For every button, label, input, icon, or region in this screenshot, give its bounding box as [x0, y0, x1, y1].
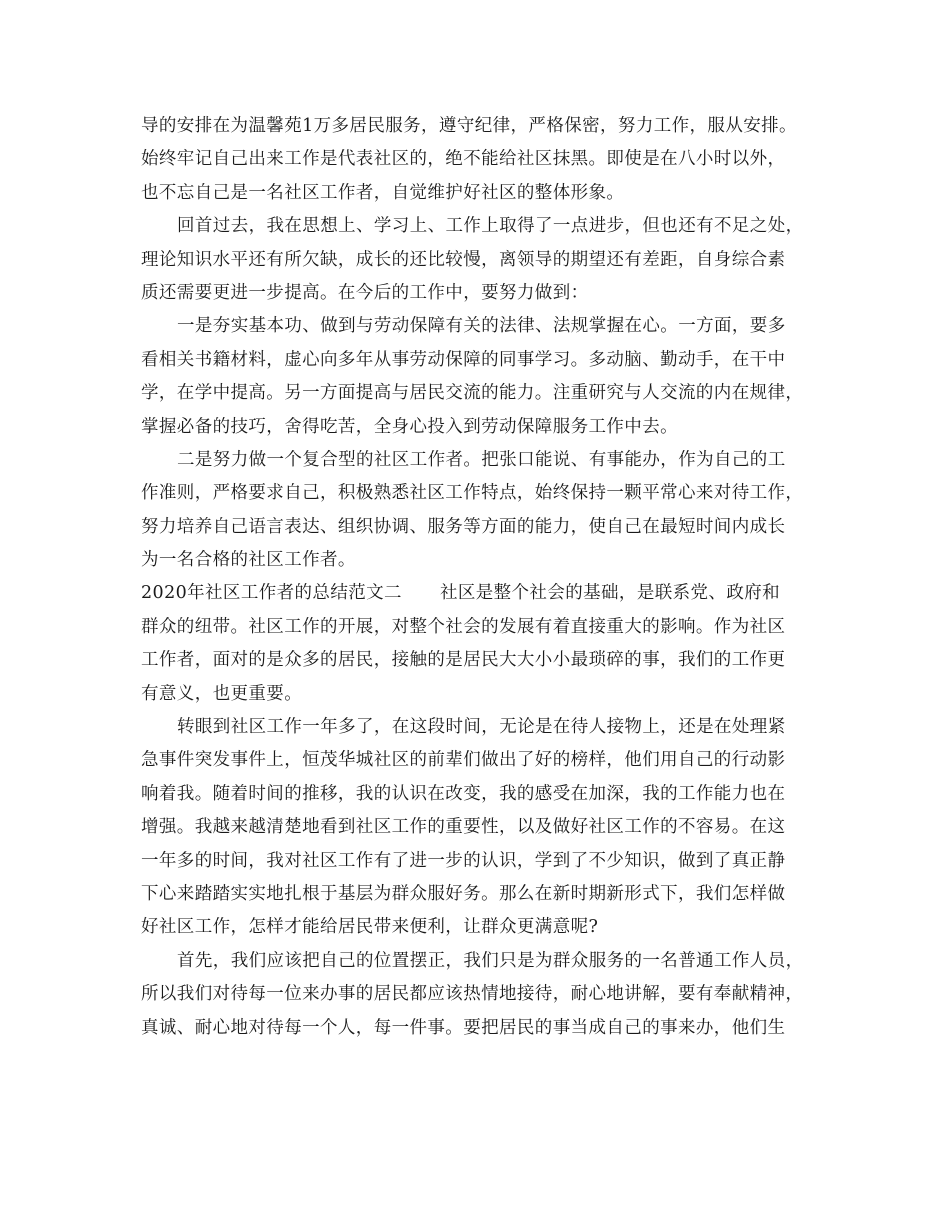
text-line: 真诚、耐心地对待每一个人，每一件事。要把居民的事当成自己的事来办，他们生: [141, 1017, 786, 1038]
paragraph: [141, 577, 821, 711]
text-line: 增强。我越来越清楚地看到社区工作的重要性，以及做好社区工作的不容易。在这: [141, 817, 786, 838]
paragraph: [141, 945, 821, 1045]
text-line: 理论知识水平还有所欠缺，成长的还比较慢，离领导的期望还有差距，自身综合素: [141, 249, 786, 270]
text-line: 群众的纽带。社区工作的开展，对整个社会的发展有着直接重大的影响。作为社区: [141, 616, 786, 637]
text-line: 也不忘自己是一名社区工作者，自觉维护好社区的整体形象。: [141, 182, 625, 203]
text-line: 掌握必备的技巧，舍得吃苦，全身心投入到劳动保障服务工作中去。: [141, 416, 678, 437]
paragraph: [141, 310, 821, 444]
text-line: 一年多的时间，我对社区工作有了进一步的认识，学到了不少知识，做到了真正静: [141, 850, 786, 871]
text-line: 看相关书籍材料，虚心向多年从事劳动保障的同事学习。多动脑、勤动手，在干中: [141, 349, 786, 370]
text-line: 努力培养自己语言表达、组织协调、服务等方面的能力，使自己在最短时间内成长: [141, 516, 786, 537]
paragraph: [141, 711, 821, 945]
text-line: 始终牢记自己出来工作是代表社区的，绝不能给社区抹黑。即使是在八小时以外，: [141, 149, 786, 170]
text-line: 好社区工作，怎样才能给居民带来便利，让群众更满意呢?: [141, 917, 599, 938]
section-title: 2020年社区工作者的总结范文二: [141, 583, 402, 604]
text-line: 首先，我们应该把自己的位置摆正，我们只是为群众服务的一名普通工作人员，: [177, 950, 804, 971]
paragraph: [141, 110, 821, 210]
title-line-text: 社区是整个社会的基础，是联系党、政府和: [439, 583, 781, 604]
text-line: 有意义，也更重要。: [141, 683, 303, 704]
text-line: 二是努力做一个复合型的社区工作者。把张口能说、有事能办，作为自己的工: [177, 449, 786, 470]
text-line: 为一名合格的社区工作者。: [141, 550, 356, 571]
document-body: [141, 110, 821, 1045]
text-line: 急事件突发事件上，恒茂华城社区的前辈们做出了好的榜样，他们用自己的行动影: [141, 750, 786, 771]
text-line: 质还需要更进一步提高。在今后的工作中，要努力做到：: [141, 282, 589, 303]
paragraph: [141, 444, 821, 578]
text-line: 一是夯实基本功、做到与劳动保障有关的法律、法规掌握在心。一方面，要多: [177, 316, 786, 337]
text-line: 转眼到社区工作一年多了，在这段时间，无论是在待人接物上，还是在处理紧: [177, 717, 786, 738]
text-line: 下心来踏踏实实地扎根于基层为群众服好务。那么在新时期新形式下，我们怎样做: [141, 883, 786, 904]
text-line: 响着我。随着时间的推移，我的认识在改变，我的感受在加深，我的工作能力也在: [141, 783, 786, 804]
text-line: 作准则，严格要求自己，积极熟悉社区工作特点，始终保持一颗平常心来对待工作，: [141, 483, 804, 504]
text-line: 学，在学中提高。另一方面提高与居民交流的能力。注重研究与人交流的内在规律，: [141, 383, 804, 404]
title-line: [141, 577, 821, 610]
text-line: 工作者，面对的是众多的居民，接触的是居民大大小小最琐碎的事，我们的工作更: [141, 650, 786, 671]
paragraph: [141, 210, 821, 310]
text-line: 导的安排在为温馨苑1万多居民服务，遵守纪律，严格保密，努力工作，服从安排。: [141, 116, 797, 136]
text-line: 所以我们对待每一位来办事的居民都应该热情地接待，耐心地讲解，要有奉献精神，: [141, 984, 804, 1005]
text-line: 回首过去，我在思想上、学习上、工作上取得了一点进步，但也还有不足之处，: [177, 216, 804, 237]
